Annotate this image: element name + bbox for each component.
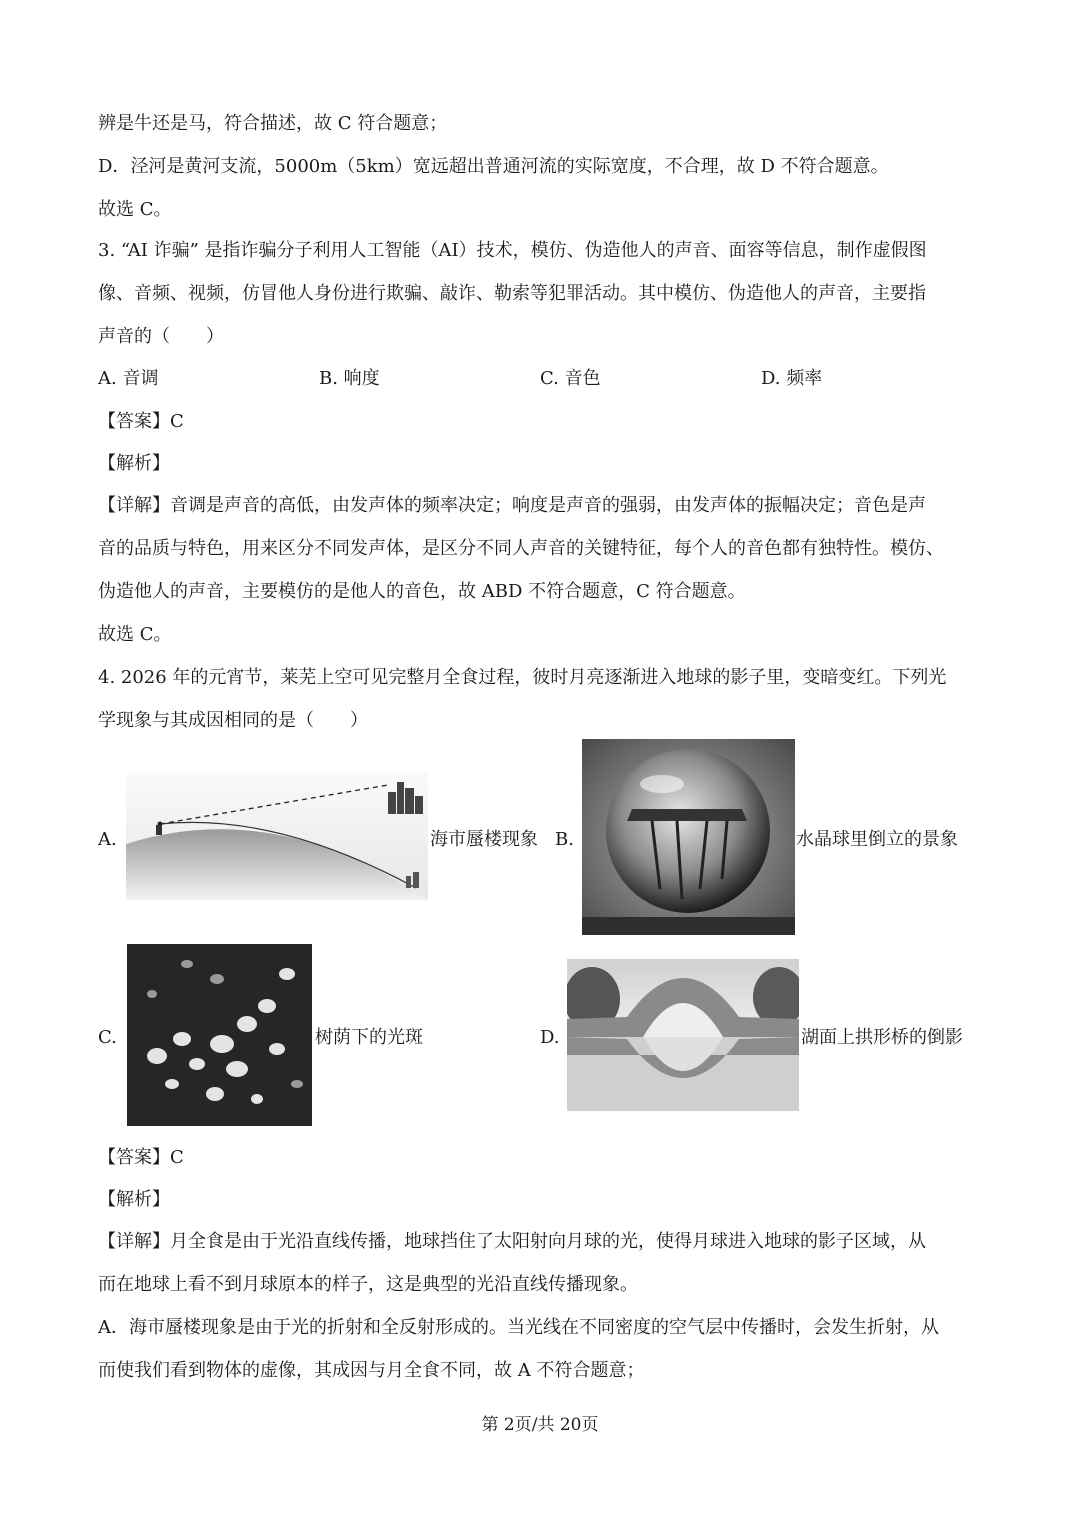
option-a: A. 音调 <box>98 368 159 389</box>
detail-line: A．海市蜃楼现象是由于光的折射和全反射形成的。当光线在不同密度的空气层中传播时，会发生折射，从 <box>98 1317 939 1338</box>
option-c: C. 音色 <box>540 368 601 389</box>
option-c-letter: C. <box>98 1027 117 1048</box>
analysis-heading: 【解析】 <box>98 1189 170 1210</box>
question-stem: 4. 2026 年的元宵节，莱芜上空可见完整月全食过程，彼时月亮逐渐进入地球的影子里，变暗变红。下列光 <box>98 667 947 688</box>
question-stem: 3. “AI 诈骗” 是指诈骗分子利用人工智能（AI）技术，模仿、伪造他人的声音、面容等信息，制作虚假图 <box>98 240 927 261</box>
option-a-letter: A. <box>98 829 117 850</box>
detail-line: 【详解】月全食是由于光沿直线传播，地球挡住了太阳射向月球的光，使得月球进入地球的影子区域，从 <box>98 1231 926 1252</box>
text-line: 故选 C。 <box>98 199 172 220</box>
question-stem: 声音的（ ） <box>98 326 224 347</box>
option-a-caption: 海市蜃楼现象 <box>430 829 538 850</box>
light-spots-image <box>127 944 312 1126</box>
option-d-letter: D. <box>540 1027 560 1048</box>
conclusion: 故选 C。 <box>98 624 172 645</box>
detail-line: 而在地球上看不到月球原本的样子，这是典型的光沿直线传播现象。 <box>98 1274 638 1295</box>
detail-line: 音的品质与特色，用来区分不同发声体，是区分不同人声音的关键特征，每个人的音色都有独特性。模仿、 <box>98 538 944 559</box>
answer: 【答案】C <box>98 1147 184 1168</box>
detail-line: 【详解】音调是声音的高低，由发声体的频率决定；响度是声音的强弱，由发声体的振幅决定；音色是声 <box>98 495 926 516</box>
detail-line: 而使我们看到物体的虚像，其成因与月全食不同，故 A 不符合题意； <box>98 1360 645 1381</box>
question-stem: 学现象与其成因相同的是（ ） <box>98 710 368 731</box>
crystal-ball-image <box>582 739 795 935</box>
option-d-caption: 湖面上拱形桥的倒影 <box>801 1027 963 1048</box>
text-line: 辨是牛还是马，符合描述，故 C 符合题意； <box>98 113 448 134</box>
answer: 【答案】C <box>98 411 184 432</box>
mirage-diagram-image <box>126 772 428 900</box>
detail-line: 伪造他人的声音，主要模仿的是他人的音色，故 ABD 不符合题意，C 符合题意。 <box>98 581 746 602</box>
text-line: D．泾河是黄河支流，5000m（5km）宽远超出普通河流的实际宽度，不合理，故 D 不符合题意。 <box>98 156 889 177</box>
option-b: B. 响度 <box>319 368 380 389</box>
arch-bridge-image <box>567 959 799 1111</box>
option-b-caption: 水晶球里倒立的景象 <box>796 829 958 850</box>
analysis-heading: 【解析】 <box>98 453 170 474</box>
option-b-letter: B. <box>555 829 574 850</box>
option-d: D. 频率 <box>761 368 823 389</box>
option-c-caption: 树荫下的光斑 <box>315 1027 423 1048</box>
page-footer: 第 2页/共 20页 <box>481 1415 599 1435</box>
question-stem: 像、音频、视频，仿冒他人身份进行欺骗、敲诈、勒索等犯罪活动。其中模仿、伪造他人的声音，主要指 <box>98 283 926 304</box>
